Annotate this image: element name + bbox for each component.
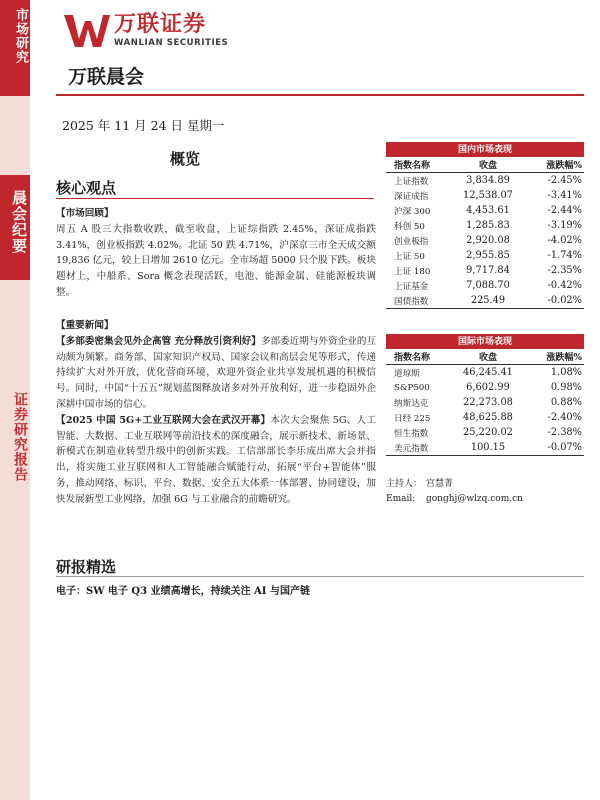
index-close-cell: 1,285.83 [466, 220, 510, 231]
table-row [386, 233, 584, 248]
table-row [386, 293, 584, 308]
important-news-section [56, 318, 376, 508]
news-item-1 [56, 334, 376, 413]
index-close-cell: 2,920.08 [466, 235, 510, 246]
wanlian-logo-icon [64, 13, 110, 49]
table-row [386, 188, 584, 203]
table-row [386, 218, 584, 233]
index-name-cell: 国债指数 [394, 296, 429, 307]
domestic-market-title: 国内市场表现 [386, 142, 584, 157]
table-row [386, 380, 584, 395]
index-name-cell: 上证 50 [394, 251, 425, 262]
index-name-cell: S&P500 [394, 382, 430, 393]
col-header-close: 收盘 [478, 161, 497, 171]
index-close-cell: 25,220.02 [463, 427, 513, 438]
index-name-cell: 上证指数 [394, 176, 429, 187]
research-picks-divider [56, 576, 584, 577]
index-close-cell: 2,955.85 [466, 250, 510, 261]
index-change-cell: 0.98% [550, 382, 582, 393]
important-news-label: 【重要新闻】 [56, 320, 114, 331]
news-item-1-text: 多部委近期与外资企业的互动颇为频繁。商务部、国家知识产权局、国家会议和高层会见等形式，传递持续扩大对外开放，优化营商环境，欢迎外资企业共享发展机遇的积极信号。同时，中国“十五五”规划蓝图释放诸多对外开放利好，进一步稳固外企深耕中国市场的信心。 [56, 335, 377, 410]
index-change-cell: 1.08% [550, 367, 582, 378]
sidebar-bottom-label: 证券研究报告 [12, 392, 28, 482]
report-title: 万联晨会 [68, 66, 145, 88]
email-label: Email: [386, 494, 416, 504]
sidebar-top-label: 市场研究 [13, 8, 28, 64]
index-close-cell: 225.49 [470, 295, 506, 306]
sidebar-mid-label: 晨会纪要 [10, 190, 28, 254]
overview-title: 概览 [170, 150, 201, 168]
index-close-cell: 7,088.70 [466, 280, 510, 291]
index-name-cell: 上证 180 [394, 266, 431, 277]
core-views-divider [56, 198, 374, 199]
table-row [386, 203, 584, 218]
table-row [386, 410, 584, 425]
logo-cn-text: 万联证券 [114, 12, 207, 37]
international-market-header-row [386, 349, 584, 365]
table-row [386, 173, 584, 188]
index-name-cell: 深证成指 [394, 191, 429, 202]
col-header-change: 涨跌幅% [546, 161, 582, 171]
index-change-cell: -0.02% [547, 295, 582, 306]
index-name-cell: 沪深 300 [394, 206, 431, 217]
index-close-cell: 22,273.08 [463, 397, 513, 408]
table-row [386, 395, 584, 410]
col-header-close: 收盘 [478, 353, 497, 363]
market-review-label: 【市场回顾】 [56, 208, 114, 219]
index-change-cell: -3.19% [547, 220, 582, 231]
research-picks-title: 研报精选 [56, 558, 117, 576]
index-change-cell: -0.07% [547, 442, 582, 453]
index-name-cell: 道琼斯 [394, 368, 420, 379]
index-change-cell: -2.40% [547, 412, 582, 423]
table-row [386, 263, 584, 278]
market-review-text: 周五 A 股三大指数收跌，截至收盘，上证综指跌 2.45%，深证成指跌 3.41%，创业板指跌 4.02%。北证 50 跌 4.71%，沪深京三市全天成交额 19,836 亿元，较上日增加 2610 亿元。全市场超 5000 只个股下跌。板块题材上，中船系、Sora 概念表现活跃，电池、能源金属、硅能源板块调整。 [56, 223, 376, 298]
domestic-market-header-row [386, 157, 584, 173]
index-change-cell: -1.74% [547, 250, 582, 261]
index-name-cell: 纳斯达克 [394, 398, 429, 409]
table-row [386, 365, 584, 380]
research-pick-item[interactable]: 电子：SW 电子 Q3 业绩高增长，持续关注 AI 与国产链 [56, 586, 310, 597]
index-name-cell: 美元指数 [394, 443, 429, 454]
index-change-cell: -2.35% [547, 265, 582, 276]
international-market-body [386, 365, 584, 456]
index-close-cell: 9,717.84 [466, 265, 510, 276]
index-name-cell: 科创 50 [394, 221, 425, 232]
news-item-2 [56, 413, 376, 508]
domestic-market-table [386, 142, 584, 309]
email-info [386, 494, 523, 504]
index-close-cell: 4,453.61 [466, 205, 510, 216]
table-row [386, 278, 584, 293]
logo-en-text: WANLIAN SECURITIES [114, 38, 229, 48]
col-header-name: 指数名称 [394, 353, 431, 363]
index-change-cell: 0.88% [550, 397, 582, 408]
core-views-title: 核心观点 [56, 179, 117, 197]
company-logo [64, 12, 228, 50]
host-name: 宫慧菁 [426, 479, 454, 489]
email-address[interactable]: gonghj@wlzq.com.cn [426, 494, 523, 504]
report-date: 2025 年 11 月 24 日 星期一 [62, 118, 225, 133]
col-header-change: 涨跌幅% [546, 353, 582, 363]
host-info [386, 476, 453, 489]
index-close-cell: 46,245.41 [463, 367, 513, 378]
index-change-cell: -2.45% [547, 175, 582, 186]
index-close-cell: 6,602.99 [466, 382, 510, 393]
index-change-cell: -2.44% [547, 205, 582, 216]
index-close-cell: 3,834.89 [466, 175, 510, 186]
index-change-cell: -4.02% [547, 235, 582, 246]
domestic-market-body [386, 173, 584, 309]
international-market-title: 国际市场表现 [386, 334, 584, 349]
international-market-table [386, 334, 584, 456]
index-change-cell: -2.38% [547, 427, 582, 438]
index-name-cell: 恒生指数 [394, 428, 429, 439]
index-name-cell: 日经 225 [394, 413, 431, 424]
index-name-cell: 创业板指 [394, 236, 429, 247]
col-header-name: 指数名称 [394, 161, 431, 171]
index-change-cell: -0.42% [547, 280, 582, 291]
table-row [386, 248, 584, 263]
header-divider [56, 94, 584, 96]
table-row [386, 425, 584, 440]
news-item-1-title: 【多部委密集会见外企高管 充分释放引资利好】 [56, 335, 261, 347]
host-label: 主持人： [386, 479, 423, 489]
table-row [386, 440, 584, 455]
news-item-2-title: 【2025 中国 5G+工业互联网大会在武汉开幕】 [56, 414, 271, 426]
sidebar [0, 0, 30, 800]
index-change-cell: -3.41% [547, 190, 582, 201]
index-name-cell: 上证基金 [394, 281, 429, 292]
index-close-cell: 100.15 [470, 442, 506, 453]
index-close-cell: 48,625.88 [463, 412, 513, 423]
news-item-2-text: 本次大会聚焦 5G、人工智能、大数据、工业互联网等前沿技术的深度融合，展示新技术、新场景、新模式在制造业转型升级中的创新实践。工信部部长李乐成出席大会并指出，将实施工业互联网和人工智能融合赋能行动，拓展“平台+智能体”服务，推动网络、标识、平台、数据、安全五大体系一体部署、协同建设，加快发展新型工业网络，加强 6G 与工业融合的前瞻研究。 [56, 414, 376, 505]
market-review-section [56, 206, 376, 301]
index-close-cell: 12,538.07 [463, 190, 513, 201]
